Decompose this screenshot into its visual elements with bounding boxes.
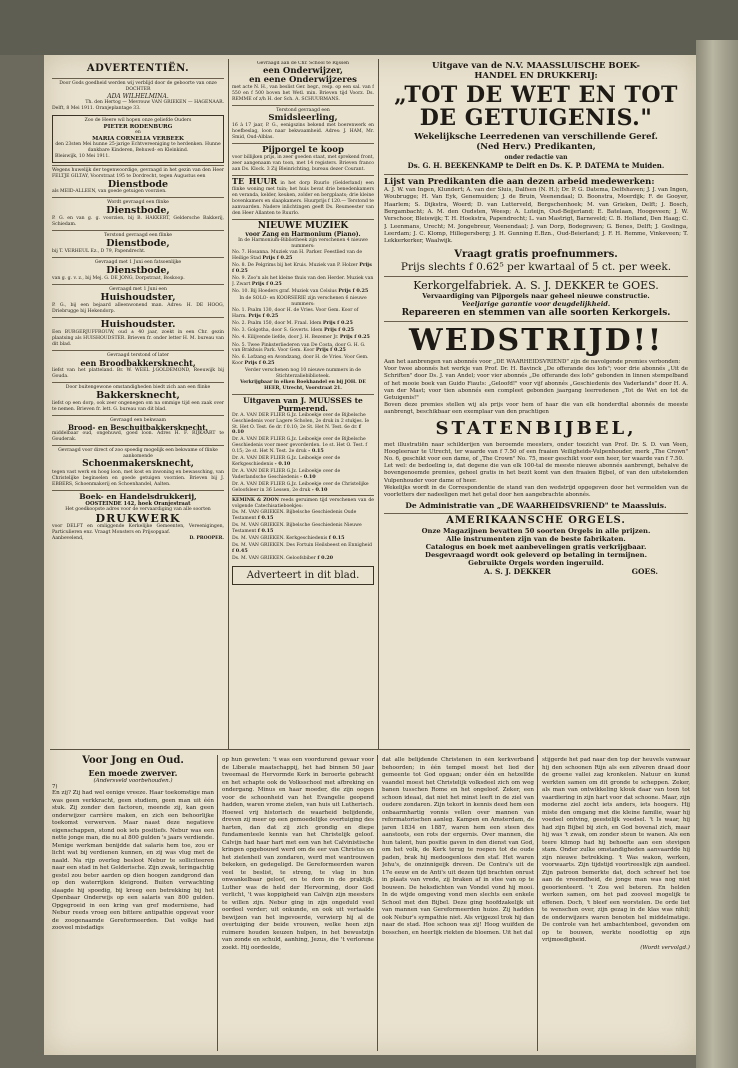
wedding-text: den 23sten Mei hunne 25-jarige Echtvereeniging te herdenken. Hunne dankbare Kinderen, Behuwd- en Kleinkind. — [55, 141, 221, 153]
muusses-list — [232, 413, 374, 493]
ad-intro: Gevraagd voor direct of zoo spoedig mogelijk een bekwame of flinke aankomende — [58, 448, 218, 460]
ad-title: Dienstbode, — [106, 205, 170, 217]
ad-tail: van g. g. v. z., bij Mej. G. DE JONG, Dorpstraat, Boskoop. — [52, 276, 185, 282]
ad-title: een Onderwijzer, — [262, 66, 344, 76]
ad-text: Het goedkoopste adres voor de vervaardiging van alle soorten — [65, 506, 211, 512]
birth-announcement-text: Door Gods goedheid werden wij verblijd door de geboorte van onze DOCHTER — [59, 80, 217, 92]
ad-intro: Wordt gevraagd een flinke — [107, 200, 169, 206]
bible-title: STATENBIJBEL, — [435, 417, 637, 439]
story-column-3 — [382, 757, 534, 1051]
contest-paragraph-2: Voor twee abonnés het werkje van Prof. Dr. H. Bavinck „De offerande des lofs"; voor drie abonnés „Uit de Schriften" door Ds. J. van Andel; voor vier abonnés „De offerande des lofs" gebonden in linnen stempelband of het mooie boek van Guido Fiauts: „Geloofd!" voor vijf abonnés „Geschiedenis des Vaderlands" door H. A. van der Mast; voor tien abonnés een compleet gebonden jaargang leerredenen „Tot de Wet en tot de Getuigenis!" — [384, 366, 688, 402]
column-rule — [537, 755, 538, 1051]
ad-title: Schoenmakersknecht, — [82, 459, 194, 470]
column-rule — [377, 755, 378, 1051]
ad-tail: middelbaar oud, ongehuwd, goed loon. Adres H. F. RIJKAART te Gouderak. — [52, 431, 224, 443]
list-item: Ds. M. VAN GRIEKEN. Geloofsbiber f 0.20 — [232, 555, 334, 562]
music-footer: Verder verschenen nog 10 nieuwe nummers in de Stichterzaliebiblioteek. — [245, 368, 361, 380]
wedding-intro: Zoo de Heere wil hopen onze geliefde Ouders — [84, 117, 192, 123]
bible-paragraph-3: Wekelijks wordt in de Correspondentie de stand van den wedstrijd opgegeven door het vermelden van de voorletters der nadeeligen met het getal door hen aangebrachte abonnés. — [384, 484, 688, 498]
music-intro-2: In de SOLO- en KOORSERIE zijn verschenen 6 nieuwe nummers: — [239, 296, 367, 308]
list-item: No. 4. Eilijvende liefde, door J. H. Bezemer Jr. Prijs f 0.25 — [232, 334, 370, 341]
ad-intro: Door buitengewone omstandigheden biedt zich aan een flinke — [65, 384, 211, 390]
preachers-list-title: Lijst van Predikanten die aan dezen arbeid medewerken: — [384, 177, 655, 188]
publisher-line-1: Uitgave van de N.V. MAASSLUISCHE BOEK- — [432, 61, 640, 71]
editors-intro: onder redactie van — [504, 154, 568, 162]
music-list — [232, 250, 374, 294]
music-title: NIEUWE MUZIEK — [257, 220, 349, 231]
ad-intro: Gevraagd met 1 Juni een — [109, 287, 167, 293]
advertisements-column-1 — [52, 61, 224, 747]
sign-left: Aanbevelend, — [52, 536, 84, 542]
ad-title: Bakkersknecht, — [96, 389, 180, 401]
organs-line-2: Alle instrumenten zijn van de beste fabrikaten. — [446, 534, 626, 543]
story-column-2 — [222, 757, 374, 1051]
organs-line-1: Onze Magazijnen bevatten 50 soorten Orgels in alle prijzen. — [421, 526, 651, 535]
section-title: Voor Jong en Oud. — [82, 755, 184, 766]
organs-line-3: Catalogus en boek met aanbevelingen gratis verkrijgbaar. — [425, 542, 647, 551]
list-item: Dr. A. VAN DER FLIER G.Jz. Leiboekje over de Bijbelsche Geschiedenis voor meer gevorderden. 1e st. Het O. Test. f 0.15; 2e st. Het N. Test. 2e druk - 0.15 — [232, 437, 368, 454]
story-title: Een moede zwerver. — [88, 768, 178, 778]
ad-title: een Broodbakkersknecht, — [80, 358, 196, 369]
to-be-continued: (Wordt vervolgd.) — [640, 944, 690, 951]
ad-intro: Gevraagd een bekwaam — [109, 417, 167, 423]
journal-subtitle-2: (Ned Herv.) Predikanten, — [476, 142, 596, 153]
ad-title: Dienstbode, — [106, 238, 170, 250]
preachers-list: A. J. W. van Ingen, Klundert; A. van der Sluis, Dalfsen (N. H.); Dr. P. G. Datema, Delfshaven; J. J. van Ingen, Woubrugge; H. Van Eyk, Genemuiden; J. de Bruin, Veenendaal; D. Boonstra, Moerdijk; F. de Gooyer, Haarlem; S. Dijkstra, Woerd; D. van Lutterveld, Bergschenhoek; M. van Grieken, Delft; J. Bosch, Bergambacht; A. M. den Oudsten, Weesp; A. Luteijn, Oud-Beijerland; E. Batelaan, Hoogeveen; J. W. Verschoor, Bleiswijk; T. H. Hoekstra, Papendrecht; L. van Mastrigt, Barneveld; C. B. Holland, Den Haag; C. J. Leenmans, Urecht; M. Jongebreur, Veenendaal; J. van Dorp, Bodegraven; G. Benes, Delft; J. Goslinga, Leerdam; J. C. Klomp, Hillegersberg; J. H. Gunning E.Bzn., Oud-Beierland; J. F. H. Remme, Vinkeveen; T. Lekkerkerker, Waalwijk. — [384, 187, 688, 245]
ad-intro: Terstond gevraagd een flinke — [103, 233, 173, 239]
story-text: stijgerde het pad naar den top der heuvels vanwaar hij den schoonen Rijn als een zilveren draad door de groene vallei zag kronkelen. Natuur en kunst werkten samen om dit gronde te scheppen. Zeker, als man van ontwikkeling klouk daar van toen tot vaardiering in zijn hart voor dat schoone. Maar, zijn moderne ziel zocht iets anders, iets hoogers. Hij miste den omgang met die kleine familie, waar hij voedsel ontving, geestelijk voedsel. 't Is waar, hij had zijn Bijbel bij zich, en God bovenal zich, maar hij was 't zwak, om zonder steun te wanen. Als een teere klimop had hij behoefte aan een stevigen stam. Onder zulke omstandigheden aanvaardde hij zijn nieuwe betrekking. 't Was wakon, werken, voorwaarts. Zijn tijdstijd voortreeslijk zijn aandeel. Zijn patroon bemerkte dat, doch schreef het toe aan de vreemdheid, de jonge man was nog niet geoorienteerd. 't Zou wel beteren. En helden werken samen, om het pad zooveel mogelijk te effenen. Doch, 't bleef een worstelen. De orde liet te wenschen over, zijn gezag in de klas was nihil; de onderwijzers waren benoten hel middelmatige. De controle van het ambachtenboel, gevonden om op te bouwen, werkte noodlottig op zijn vrijmoedigheid. — [542, 757, 690, 943]
editors: Ds. G. H. BEEKENKAMP te Delft en Ds. K. P. DATEMA te Muiden. — [407, 161, 665, 171]
ad-tail: liefst van het platteland. Br. W. WEEL J.GOLDEMOND, Reeuwijk bij Gouda. — [52, 367, 224, 379]
ad-title: en eene Onderwijzeres — [249, 74, 357, 85]
administration: De Administratie van „DE WAARHEIDSVRIEND" te Maassluis. — [405, 501, 667, 511]
ad-signature — [52, 536, 224, 542]
music-subtitle: voor Zang en Harmonium (Piano). — [245, 231, 361, 239]
muusses-title: Uitgaven van J. MUUSSES te Purmerend. — [243, 396, 363, 414]
list-item: No. 9. Zoo'n als het kleine thuis van den Herder. Muziek van J. Zwart Prijs f 0.25 — [232, 275, 374, 287]
ad-intro: Gevraagd aan de Chr. School te Rijssen — [256, 61, 349, 66]
contest-paragraph-1: Aan het aanbrengen van abonnés voor „DE WAARHEIDSVRIEND" zijn de navolgende premies verbonden: — [384, 359, 681, 366]
ad-tail: voor billijken prijs, in zeer goeden staat, met sprekend front, zeer aangenaam van toon, met 14 registers. Brieven franco aan Ds. Klock. 3 Zij Bleinrichting, bureau dezer Courant. — [232, 154, 374, 172]
binding-edge — [696, 40, 738, 1068]
list-item: Dr. A. VAN DER FLIER G.Jz. Leiboekje over de Christelijke Geloofsleer in 36 Lessen, 2e druk - 0.10 — [232, 481, 369, 493]
list-item: No. 5. Twee Pinksterliederen van De Costa, door G. H. G. van Brakhuis Park. Voor Gem. Koor Prijs f 0.25 — [232, 342, 366, 354]
birth-place: Delft, 8 Mei 1911. Oranjeplantage 33. — [52, 105, 141, 111]
sign-right: D. PROOPER. — [189, 536, 224, 542]
list-item: Ds. M. VAN GRIEKEN. Bijbelsche Geschiedenis Nieuwe Testament f 0.15 — [232, 523, 362, 534]
ad-intro: Terstond gevraagd een — [276, 107, 330, 113]
ad-tail: voor DELFT en omliggende Kerkelijke Gemeenten, Vereenigingen, Particulieren enz. Vraagt Monsters en Prijsopgaaf. — [52, 524, 224, 536]
list-item: Dr. A. VAN DER FLIER G.Jz. Leiboekje over de Bijbelsche Geschiedenis voor Lagere Scholen, 2e druk in 2 stukjes. Ie St. Het O. Test. 6e dr. f 0.10; 2e St. Het N. Test. 6e dr. f 0.10 — [232, 413, 370, 436]
ad-tail: 16 à 17 jaar, P. G., eenigszins bekend met boerenwerk en hoefbeslag, loon naar bekwaamheid. Adres: J. HAM, Mr. Smid, Oud-Alblas. — [232, 122, 374, 140]
story-column-4 — [542, 757, 690, 1051]
ad-intro: Gevraagd met 1 Juni een fatsoenlijke — [94, 260, 182, 266]
birth-parents: Th. den Hertog — Mevrouw VAN GRIEKEN — HAGENAAR. — [85, 99, 224, 105]
list-item: No. 1. Psalm 130, door H. de Vries. Voor Gem. Koor of Harm. Prijs f 0.25 — [232, 308, 359, 319]
bible-paragraph-2: Let wel: de bedoeling is, dat degene die van elk 100-tal de meeste nieuwe abonnés aanbrengt, behalve de bovengenoemde premies, geheel gratis in het bezit komt van den fraaien Bijbel, of van den uitstekenden Vulpenhouder voor dame of heer. — [384, 463, 688, 484]
list-item: No. 3. Golgotha, door S. Goverts. Idem Prijs f 0.25 — [232, 327, 355, 334]
ad-title: TE HUUR — [232, 175, 277, 186]
story-text: dat alle belijdende Christenen in één kerkverband behoorden; in één tempel moest het lied der gemeente tot God opgaan; onder één en hetzelfde vaandel moest het Christelijk volksdeel zich om weg banen tusschen Rome en het ongeloof. Zeker, een schoon ideaal, dat niet het minst leeft in de ziel van oudere zondaren. Zijn tekort in kennis deed hem een onbaarmhartig vonnis vellen over mannen van reformatorischen aanleg. Kampen en Amsterdam, de jaren 1834 en 1887, waren hem een steen des aanstoots, een rots der ergernis. Over mannen, die hun talent, hun positie gaven in den dienst van God, om het volk, de Kerk terug te roepen tot de oude paden, brak hij medoogenloos den staf. Het waren Jehu's, de onzinnigeijk dreven. De Contra's uit de 17e eeuw en de Anti's uit dezen tijd brachten onrust in plaats van vrede, zij braken af in stee van op te bouwen. De heksdichten van Vondel vond hij mooi. In de wijde omgeving vond men slechts een enkele School met den Bijbel. Deze ging hoofdzakelijk uit van mannen van Gereformeerden huize. Zij hadden ook Nebur's sympathie niet. Als vrijgezel trok hij dan naar de stad. Hoe schoon was zij! Hoog wuifden de bosschen, en heerlijk riekten de bloemen. Uit het dal — [382, 757, 534, 936]
ad-tail: met acte N. H., van beslist Ger. begr., resp. op een sal. van f 550 en f 500 boven het Wetl. min. Brieven tijd Voorz. Ds. REMME of z/h H. der Sch. A. SCHUURMANS. — [232, 84, 374, 102]
bible-paragraph-1: met illustratiën naar schilderijen van beroemde meesters, onder toezicht van Prof. Dr. S. D. van Veen, Hoogleeraar te Utrecht, ter waarde van f 7.50 of een fraaien Veiligheids-Vulpenhouder, merk „The Crown" No. 6, geschikt voor een dame, of „The Crown" No. 75, meer geschikt voor een heer, ter waarde van f 7.50. — [384, 441, 688, 462]
list-item: No. 8. De Pelgrims bij het Kruis. Muziek van P. Holzer Prijs f 0.25 — [232, 262, 372, 274]
sign-left: A. S. J. DEKKER — [484, 566, 551, 576]
list-item: Dr. A. VAN DER FLIER G.Jz. Leiboekje over de Kerkgeschiedenis - 0.10 — [232, 456, 341, 467]
advertise-banner: Adverteert in dit blad. — [232, 566, 374, 585]
wedding-name-2: MARIA CORNELIA VERBEEK — [92, 135, 184, 142]
wedding-announcement — [52, 115, 224, 163]
birth-name: ADA WILHELMINA. — [107, 92, 169, 100]
organ-factory-line-1: Vervaardiging van Pijporgels naar geheel nieuwe constructie. — [422, 291, 650, 300]
ad-title: Dienstbode — [107, 178, 169, 190]
ad-tail: P. G. en van g. g. voorzien, bij B. HAKKERT, Geldersche Bakkerij, Schiedam. — [52, 216, 224, 228]
contest-paragraph-3: Boven deze premies stellen wij als prijs voor hem of haar die van elk honderdtal abonnés de meeste aanbrengt, beschikbaar een exemplaar van den prachtigen — [384, 402, 688, 416]
list-item: No. 7. Hosanna. Muziek van H. Parker. Feestlied van de Heilige Stad Prijs f 0.25 — [232, 250, 363, 261]
wedding-place: Bleiswijk, 10 Mei 1911. — [55, 153, 110, 159]
journal-title-1: „TOT DE WET EN TOT — [394, 82, 678, 108]
column-rule — [228, 59, 229, 749]
kemink-intro: KEMINK & ZOON reeds geruimen tijd verschenen van de volgende Catechisatieboekjes: — [232, 498, 374, 510]
trial-issues: Vraagt gratis proefnummers. — [454, 248, 618, 260]
ad-title-big: DRUKWERK — [95, 511, 181, 525]
list-item: No. 2. Psalm 150, door M. Fraal. Idem Prijs f 0.25 — [232, 319, 353, 326]
music-intro: In de Harmonium-Bibliotheek zijn verschenen 4 nieuwe nummers: — [238, 238, 368, 250]
ad-subtitle: OOSTEINDE 142, hoek Oranjestraat — [85, 500, 191, 507]
ad-title: Huishoudster. — [100, 319, 176, 331]
ad-tail: Een BURGERJUFFROUW, oud ± 40 jaar, zoekt in een Chr. gezin plaatsing als HUISHOUDSTER. Brieven fr. onder letter H. M. bureau van dit blad. — [52, 330, 224, 348]
organs-line-4: Desgevraagd wordt ook geleverd op betaling in termijnen. — [425, 550, 647, 559]
ad-tail: als MEID-ALLEEN, van goede getuigen voorzien. — [52, 189, 167, 195]
wedding-en: en — [135, 129, 141, 135]
for-rent-ad — [232, 175, 374, 217]
music-publisher: Verkrijgbaar in elken Boekhandel en bij JOH. DE HEER, Utrecht, Voorstraat 21. — [240, 380, 366, 392]
contest-title: WEDSTRIJD!! — [408, 322, 664, 358]
ad-tail: in het dorp Ruurlo (Gelderland) een flinke woning met tuin; het huis bevat drie benedenkamers en veranda, kelder, keuken, zolder en bergplaats; drie kleine bovenkamers en slaapkamers. Huurprijs f 120.— Terstond te aanvaarden. Nadere inlichtingen geeft Ds. Reumeester van den Heer Allanten te Ruurlo. — [232, 180, 374, 216]
ad-title: Boek- en Handelsdrukkerij, — [79, 491, 197, 501]
main-advertisement-column — [384, 61, 688, 747]
journal-title-2: DE GETUIGENIS." — [419, 105, 653, 132]
ad-intro: Gevraagd terstond of later — [107, 353, 169, 359]
price-line: Prijs slechts f 0.62⁵ per kwartaal of 5 ct. per week. — [400, 260, 672, 273]
section-rule — [50, 749, 690, 750]
ad-intro: Wegens huwelijk der tegenwoordige, gevraagd in het gezin van den Heer FELTJE GILTAY, Voorstraat 195 te Dordrecht, tegen Augustus een — [52, 167, 224, 179]
story-text: En zij? Zij had wel eenige vreeze. Haar toekomstige man was geen verkkracht, geen studiem, geen man uit één stuk. Zij zonder den factoren, meende zij, kan geen onderwijzer carrière maken, en zich een behoorlijke toekomst verwerven. Maar naast deze negatieve eigenschappen, stond ook iets positiefs. Nebur was een nette jonge man, die nu al 800 gulden 's jaars verdiende. Menige werkman benijdde dat salaris hem toe, zou er licht wat bij verdienen kunnen, en zij was vlug met de naald. Na rijp overleg besloot Nebur te solliciteeren naar een stad in het Gelderische. Zijn zwak, teringachtig gestel zou beter aarden op dien hoogen zandgrond dan op den waterrijken kleigrond. Buiten verwachting slaagde hij spoedig, bij kreeg een betrekking bij het Openbaar Onderwijs op een salaris van 800 gulden. Opgegroeid in een kring van gref modernisme, had Nebur reeds vroeg een bittere antipathie opgevat voor de zoogenaamde Gereformeerden. Dat volkje had zooveel misdadigs — [52, 790, 214, 931]
publisher-line-2: HANDEL EN DRUKKERIJ: — [474, 71, 598, 81]
ad-title: Smidsleerling, — [268, 112, 338, 123]
ad-title: Pijporgel te koop — [262, 144, 344, 155]
newspaper-page — [44, 55, 696, 1055]
ad-title: Dienstbode, — [106, 265, 170, 277]
organs-line-5: Gebruikte Orgels worden ingeruild. — [468, 558, 604, 567]
organs-signature — [384, 567, 688, 576]
wedding-name-1: PIETER RODENBURG — [103, 123, 173, 130]
journal-subtitle-1: Wekelijksche Leerredenen van verschillende Geref. — [414, 132, 658, 143]
music-list-2 — [232, 308, 374, 367]
organ-factory-line-2: Veeljarige garantie voor deugdelijkheid. — [461, 299, 611, 308]
column-rule — [217, 755, 218, 1051]
list-item: Ds. M. VAN GRIEKEN. Kerkgeschiedenis f 0.15 — [232, 535, 345, 542]
story-subtitle: (Andersveld voorbehouden.) — [93, 778, 173, 784]
story-column-1 — [52, 755, 214, 1051]
ad-tail: tegen vast werk en hoog loon, met kost en inwoning en bewassching, van Christelijke beginselen en goede getuigen voorzien. Brieven bij J. EBBERS, Schoenmakerij en Schoenhandel, Aalten. — [52, 469, 224, 487]
organ-factory-line-3: Repareeren en stemmen van alle soorten Kerkorgels. — [401, 307, 671, 318]
advertisements-column-2 — [232, 61, 374, 747]
ad-title: Huishoudster, — [100, 292, 176, 304]
ad-title: Brood- en Beschuitbakkersknecht, — [67, 422, 209, 432]
list-item: No. 6. Lofzang en Avondzang, door H. de Vries. Voor Gem. Koor Prijs f 0.25 — [232, 355, 369, 367]
list-item: No. 10. Bij Hoeders graf. Muziek van Celsius Prijs f 0.25 — [232, 287, 369, 294]
list-item: Ds. M. VAN GRIEKEN. Bijbelsche Geschiedenis Oude Testament f 0.15 — [232, 510, 357, 521]
scan-top-border — [0, 0, 738, 55]
organs-title: AMERIKAANSCHE ORGELS. — [446, 515, 626, 527]
ad-tail: bij T. VERHEUL Ez., D 79, Papendrecht. — [52, 249, 146, 255]
story-text: op hun geweten: 't was een voordurend gevaar voor de Liberale maatschappij, het had binnen 50 jaar tweemaal de Hervormde Kerk in beroerte gebracht en het schapte ook de Volksschool met afbreking en ondergang. Minus en haar moeder, die zijn oogen voor de schoonheid van het Evangelie geopend hadden, waren vrome zielen, van huis uit Lutherisch. Hoewel vrij historisch de waarheid belijdende, dreven zij meer op een gemoedelijke overtuiging des harten, dan dat zij zich grondig en diepe fundamenteele kennis van het Christelijk geloof. Calvijn had haar hart met een van het Calvinistische kringen opgebouwd werd om de eer van Christus en het zielenheil van zondaren, werd met wantrouwen bekeken, en gedegeligd. De Gereformeerden waren veel te beslist, te streng, te vlag in hun onwankelbaar geloof, en te dom in de praktijk. Luther was de held der Hervorming, door God verlicht, 't was koppigheid van Calvijn zijn meesters te willen zijn. Nebur ging in zijn ongeduld veel oordeel verder; uit onkunde, en ook uit vertaalde bewijzen van het ingevoerde, verwierp hij al de overtuiging der beide vrouwen, welke heen zijn ruimere houden keuzen hulpen, in het bewustzijn van zonde en schuld, aanhing, Jezus, die 't verlorene zoekt. Hij oordeelde, — [222, 757, 374, 951]
story-number: 7) — [52, 784, 58, 790]
list-item: Dr. A. VAN DER FLIER G.Jz. Leiboekje over de Vaderlandsche Geschiedenis - 0.10 — [232, 468, 341, 480]
ad-tail: liefst op een dorp, ook zeer ongenegen om na ommige tijd een zaak over te nemen. Brieven fr. lett. G. bureau van dit blad. — [52, 400, 224, 412]
ad-tail: P. G., bij een bejaard alleenwonend man. Adres: H. DE HOOG, Driebrugge bij Hekendorp. — [52, 303, 224, 315]
sign-right: GOES. — [631, 566, 658, 576]
column-rule — [378, 59, 379, 749]
list-item: Ds. M. VAN GRIEKEN. Des Fortuin Heilsbeest en Ennigheid f 0.45 — [232, 543, 372, 554]
organ-factory-title: Kerkorgelfabriek. A. S. J. DEKKER te GOES. — [413, 278, 659, 292]
section-header: ADVERTENTIËN. — [86, 63, 190, 74]
kemink-list — [232, 510, 374, 562]
